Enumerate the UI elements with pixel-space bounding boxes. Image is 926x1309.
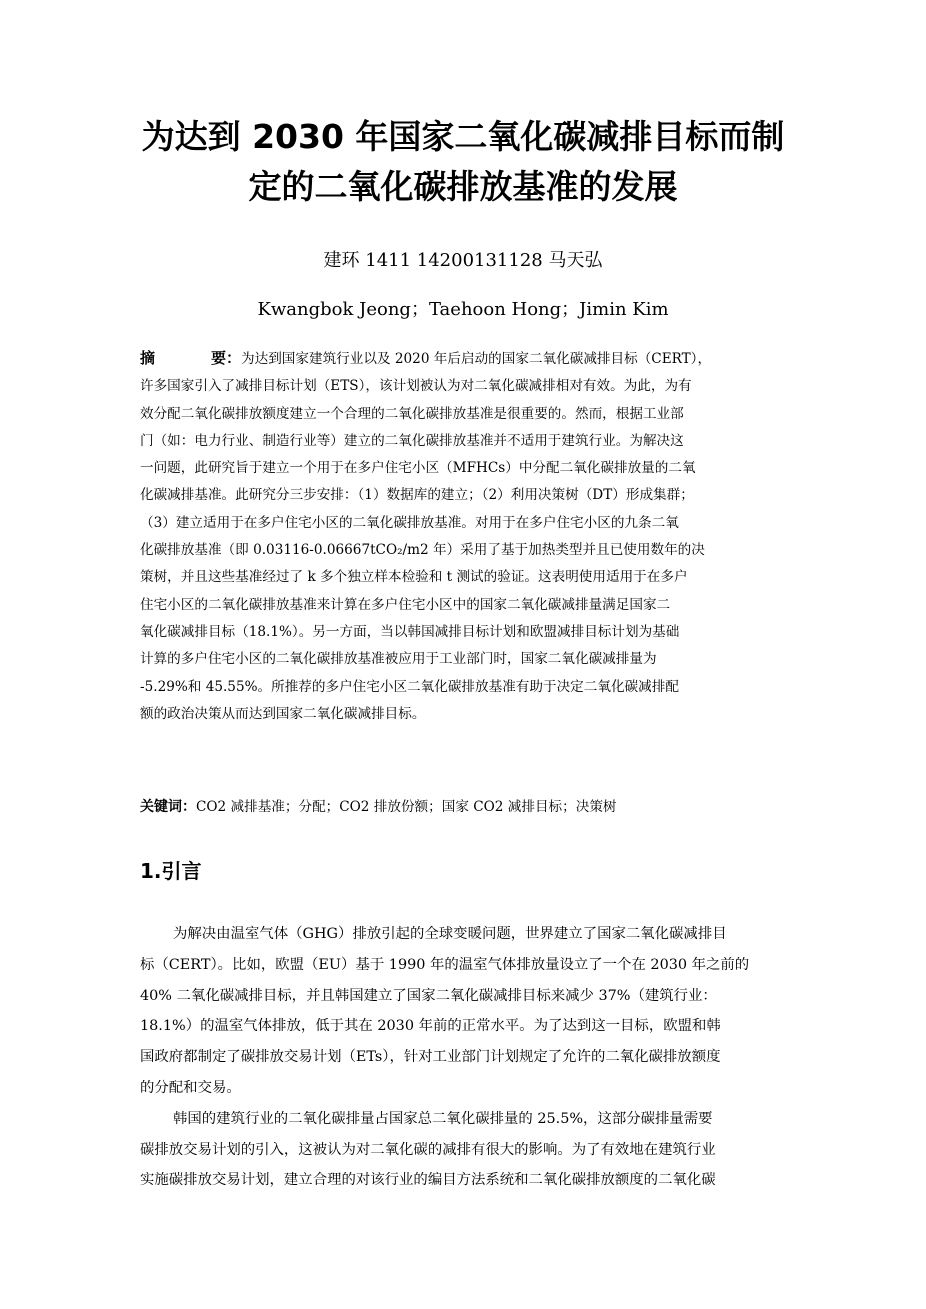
body-line: 实施碳排放交易计划，建立合理的对该行业的编目方法系统和二氧化碳排放额度的二氧化碳 bbox=[140, 1172, 716, 1189]
abstract-line: 住宅小区的二氧化碳排放基准来计算在多户住宅小区中的国家二氧化碳减排量满足国家二 bbox=[140, 596, 671, 613]
abstract-line: 效分配二氧化碳排放额度建立一个合理的二氧化碳排放基准是很重要的。然而，根据工业部 bbox=[140, 405, 684, 422]
body-line: 韩国的建筑行业的二氧化碳排量占国家总二氧化碳排量的 25.5%，这部分碳排量需要 bbox=[173, 1110, 713, 1127]
body-line: 的分配和交易。 bbox=[140, 1079, 241, 1096]
abstract-line: 门（如：电力行业、制造行业等）建立的二氧化碳排放基准并不适用于建筑行业。为解决这 bbox=[140, 432, 684, 449]
section-body bbox=[140, 919, 790, 1196]
student-author-line: 建环 1411 14200131128 马天弘 bbox=[323, 250, 603, 271]
abstract-label bbox=[140, 349, 241, 367]
abstract-line: 许多国家引入了减排目标计划（ETS），该计划被认为对二氧化碳减排相对有效。为此，为有 bbox=[140, 378, 692, 395]
abstract-line: 策树，并且这些基准经过了 k 多个独立样本检验和 t 测试的验证。这表明使用适用于在多户 bbox=[140, 569, 688, 586]
abstract-line: 化碳减排基准。此研究分三步安排：（1）数据库的建立；（2）利用决策树（DT）形成集群； bbox=[140, 487, 694, 504]
original-authors-line: Kwangbok Jeong；Taehoon Hong；Jimin Kim bbox=[257, 299, 669, 320]
abstract-line: 化碳排放基准（即 0.03116-0.06667tCO₂/m2 年）采用了基于加热类型并且已使用数年的决 bbox=[140, 542, 705, 559]
keywords-label: 关键词： bbox=[140, 799, 196, 815]
body-line: 为解决由温室气体（GHG）排放引起的全球变暖问题，世界建立了国家二氧化碳减排目 bbox=[173, 926, 727, 942]
keywords-text: CO2 减排基准；分配；CO2 排放份额；国家 CO2 减排目标；决策树 bbox=[196, 799, 617, 815]
body-line: 标（CERT）。比如，欧盟（EU）基于 1990 年的温室气体排放量设立了一个在 2030 年之前的 bbox=[140, 956, 750, 973]
body-line: 国政府都制定了碳排放交易计划（ETs），针对工业部门计划规定了允许的二氧化碳排放额度 bbox=[140, 1049, 721, 1066]
abstract-label-left: 摘 bbox=[140, 349, 156, 367]
abstract-line: -5.29%和 45.55%。所推荐的多户住宅小区二氧化碳排放基准有助于决定二氧化碳减排配 bbox=[140, 678, 679, 695]
body-line: 碳排放交易计划的引入，这被认为对二氧化碳的减排有很大的影响。为了有效地在建筑行业 bbox=[140, 1141, 716, 1158]
title-line-1: 为达到 2030 年国家二氧化碳减排目标而制 bbox=[141, 117, 785, 156]
abstract-line bbox=[140, 345, 790, 373]
body-line: 18.1%）的温室气体排放，低于其在 2030 年前的正常水平。为了达到这一目标，欧盟和韩 bbox=[140, 1018, 721, 1035]
abstract-label-right: 要： bbox=[211, 349, 242, 367]
paper-title bbox=[100, 112, 826, 212]
body-line: 40% 二氧化碳减排目标，并且韩国建立了国家二氧化碳减排目标来减少 37%（建筑行业： bbox=[140, 987, 717, 1004]
abstract-line: （3）建立适用于在多户住宅小区的二氧化碳排放基准。对用于在多户住宅小区的九条二氧 bbox=[140, 514, 679, 531]
keywords bbox=[140, 795, 790, 819]
section-heading-introduction: 1.引言 bbox=[140, 859, 202, 883]
abstract-text: 为达到国家建筑行业以及 2020 年后启动的国家二氧化碳减排目标（CERT）， bbox=[241, 351, 712, 367]
abstract-line: 一问题，此研究旨于建立一个用于在多户住宅小区（MFHCs）中分配二氧化碳排放量的二氧 bbox=[140, 460, 696, 477]
abstract-line: 氧化碳减排目标（18.1%）。另一方面，当以韩国减排目标计划和欧盟减排目标计划为基础 bbox=[140, 623, 680, 640]
abstract-line: 额的政治决策从而达到国家二氧化碳减排目标。 bbox=[140, 705, 426, 722]
title-line-2: 定的二氧化碳排放基准的发展 bbox=[248, 167, 678, 206]
abstract-line: 计算的多户住宅小区的二氧化碳排放基准被应用于工业部门时，国家二氧化碳减排量为 bbox=[140, 651, 657, 668]
abstract bbox=[140, 345, 790, 728]
